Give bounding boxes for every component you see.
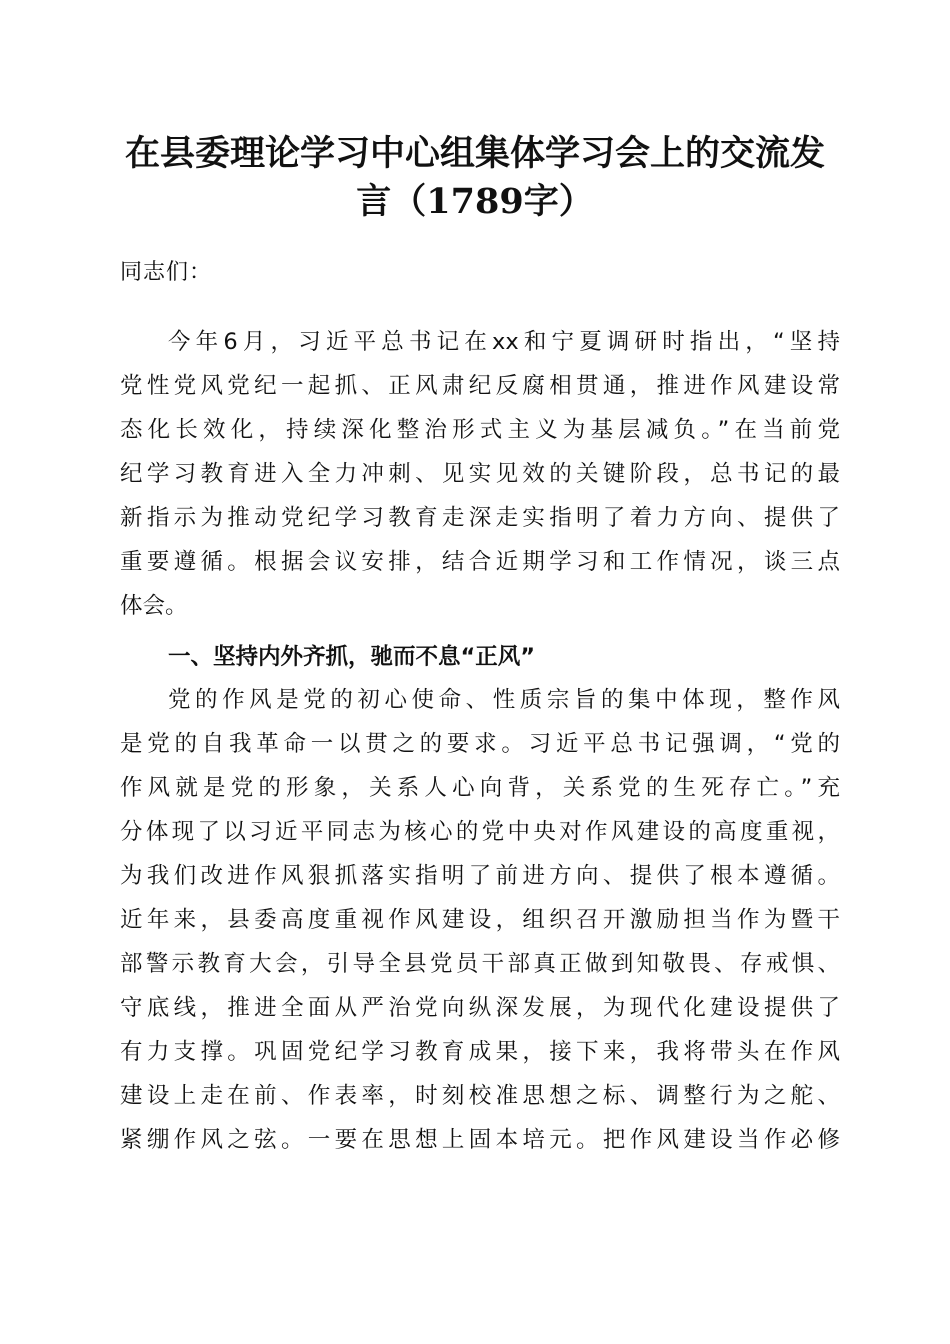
paragraph-2-line: 部警示教育大会，引导全县党员干部真正做到知敬畏、存戒惧、 <box>120 951 840 977</box>
paragraph-2-line: 建设上走在前、作表率，时刻校准思想之标、调整行为之舵、 <box>120 1083 840 1109</box>
salutation: 同志们： <box>120 260 213 285</box>
paragraph-2-line: 党的作风是党的初心使命、性质宗旨的集中体现，整作风 <box>168 687 840 713</box>
paragraph-1-line: 党性党风党纪一起抓、正风肃纪反腐相贯通，推进作风建设常 <box>120 373 840 399</box>
paragraph-1-line: 新指示为推动党纪学习教育走深走实指明了着力方向、提供了 <box>120 505 840 531</box>
document-title <box>100 130 850 226</box>
title-line-1: 在县委理论学习中心组集体学习会上的交流发 <box>124 133 825 174</box>
paragraph-2-line: 紧绷作风之弦。一要在思想上固本培元。把作风建设当作必修 <box>120 1127 840 1153</box>
paragraph-2-line: 守底线，推进全面从严治党向纵深发展，为现代化建设提供了 <box>120 995 840 1021</box>
paragraph-2-line: 分体现了以习近平同志为核心的党中央对作风建设的高度重视， <box>120 819 840 845</box>
paragraph-1-line: 纪学习教育进入全力冲刺、见实见效的关键阶段，总书记的最 <box>120 461 840 487</box>
paragraph-2-line: 有力支撑。巩固党纪学习教育成果，接下来，我将带头在作风 <box>120 1039 840 1065</box>
title-line-2: 言（1789字） <box>356 181 594 222</box>
paragraph-1-line: 体会。 <box>120 593 188 619</box>
paragraph-2-line: 为我们改进作风狠抓落实指明了前进方向、提供了根本遵循。 <box>120 863 840 889</box>
section-1-heading: 一、坚持内外齐抓，驰而不息“正风” <box>168 644 536 670</box>
paragraph-2-line: 近年来，县委高度重视作风建设，组织召开激励担当作为暨干 <box>120 907 840 933</box>
paragraph-1-line: 今年6月，习近平总书记在xx和宁夏调研时指出，“坚持 <box>168 329 840 355</box>
paragraph-1-line: 重要遵循。根据会议安排，结合近期学习和工作情况，谈三点 <box>120 549 840 575</box>
paragraph-2-line: 作风就是党的形象，关系人心向背，关系党的生死存亡。”充 <box>120 775 840 801</box>
paragraph-1-line: 态化长效化，持续深化整治形式主义为基层减负。”在当前党 <box>120 417 840 443</box>
paragraph-2-line: 是党的自我革命一以贯之的要求。习近平总书记强调，“党的 <box>120 731 840 757</box>
